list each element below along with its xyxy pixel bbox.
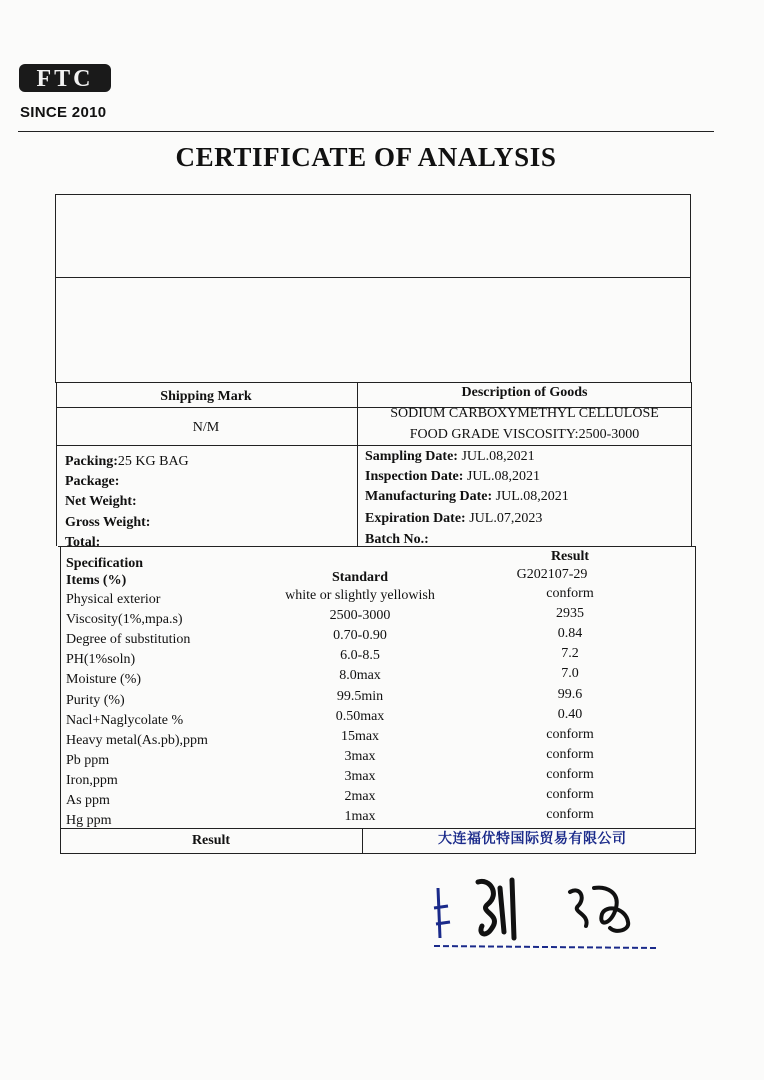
spec-item: Moisture (%) xyxy=(66,672,142,687)
spec-item: Viscosity(1%,mpa.s) xyxy=(66,612,183,627)
sampling-date-label: Sampling Date: xyxy=(365,449,458,464)
expiration-date-value: JUL.07,2023 xyxy=(469,511,543,526)
standard-header: Standard xyxy=(331,570,389,585)
inspection-date-value: JUL.08,2021 xyxy=(466,469,541,484)
header-divider xyxy=(18,131,714,132)
page-title: CERTIFICATE OF ANALYSIS xyxy=(175,142,557,172)
spec-result: conform xyxy=(546,767,594,782)
spec-standard: white or slightly yellowish xyxy=(285,588,435,603)
manufacturing-date-field xyxy=(365,489,569,505)
spec-standard: 0.50max xyxy=(335,709,385,724)
description-header: Description of Goods xyxy=(461,385,588,400)
spec-result: 0.84 xyxy=(557,626,583,641)
packing-value: 25 KG BAG xyxy=(117,454,189,469)
spec-item: As ppm xyxy=(66,793,110,808)
company-stamp: 大连福优特国际贸易有限公司 xyxy=(438,832,627,847)
sampling-date-value: JUL.08,2021 xyxy=(461,449,535,464)
spec-result: 99.6 xyxy=(557,687,583,702)
spec-item: PH(1%soln) xyxy=(66,652,136,667)
net-weight-label: Net Weight: xyxy=(65,494,137,509)
shipping-mark-header: Shipping Mark xyxy=(160,389,252,404)
spec-result: conform xyxy=(546,787,594,802)
shipping-mark-value: N/M xyxy=(192,420,220,435)
signature-image xyxy=(430,868,660,954)
spec-result: 7.0 xyxy=(561,666,579,681)
spec-item: Degree of substitution xyxy=(66,632,191,647)
packing-field xyxy=(65,454,189,470)
company-logo xyxy=(18,60,112,96)
spec-standard: 15max xyxy=(340,729,380,744)
description-line-2: FOOD GRADE VISCOSITY:2500-3000 xyxy=(409,427,640,442)
spec-item: Pb ppm xyxy=(66,753,110,768)
inspection-date-label: Inspection Date: xyxy=(365,469,464,484)
spec-standard: 3max xyxy=(344,769,376,784)
gross-weight-label: Gross Weight: xyxy=(65,515,151,530)
manufacturing-date-label: Manufacturing Date: xyxy=(365,489,493,504)
specification-header: Specification xyxy=(66,556,143,571)
expiration-date-field xyxy=(365,511,542,527)
since-year-text: SINCE 2010 xyxy=(20,104,107,121)
expiration-date-label: Expiration Date: xyxy=(365,511,466,526)
result-header: Result xyxy=(550,549,590,564)
spec-item: Purity (%) xyxy=(66,693,125,708)
spec-result: conform xyxy=(546,747,594,762)
manufacturing-date-value: JUL.08,2021 xyxy=(495,489,569,504)
spec-standard: 6.0-8.5 xyxy=(340,648,380,663)
spec-item: Nacl+Naglycolate % xyxy=(66,713,184,728)
batch-number-label: Batch No.: xyxy=(365,532,429,547)
items-header: Items (%) xyxy=(66,573,127,588)
spec-item: Heavy metal(As.pb),ppm xyxy=(66,733,208,748)
spec-result: 2935 xyxy=(556,606,584,621)
spec-standard: 2500-3000 xyxy=(329,608,391,623)
spec-result: conform xyxy=(546,807,594,822)
svg-text:FTC: FTC xyxy=(36,66,94,92)
spec-item: Iron,ppm xyxy=(66,773,118,788)
description-line-1: SODIUM CARBOXYMETHYL CELLULOSE xyxy=(390,406,659,421)
spec-standard: 0.70-0.90 xyxy=(333,628,387,643)
spec-result: conform xyxy=(546,586,594,601)
total-label: Total: xyxy=(65,535,101,550)
spec-standard: 3max xyxy=(344,749,376,764)
sampling-date-field xyxy=(365,449,535,465)
inspection-date-field xyxy=(365,469,540,485)
spec-standard: 99.5min xyxy=(336,689,384,704)
package-label: Package: xyxy=(65,474,120,489)
packing-label: Packing: xyxy=(65,454,118,469)
spec-result: 7.2 xyxy=(561,646,579,661)
spec-standard: 8.0max xyxy=(339,668,381,683)
spec-standard: 1max xyxy=(344,809,376,824)
spec-item: Physical exterior xyxy=(66,592,161,607)
batch-code: G202107-29 xyxy=(516,567,588,582)
result-footer-label: Result xyxy=(191,833,231,848)
spec-standard: 2max xyxy=(344,789,376,804)
spec-result: 0.40 xyxy=(557,707,583,722)
spec-item: Hg ppm xyxy=(66,813,112,828)
spec-result: conform xyxy=(546,727,594,742)
